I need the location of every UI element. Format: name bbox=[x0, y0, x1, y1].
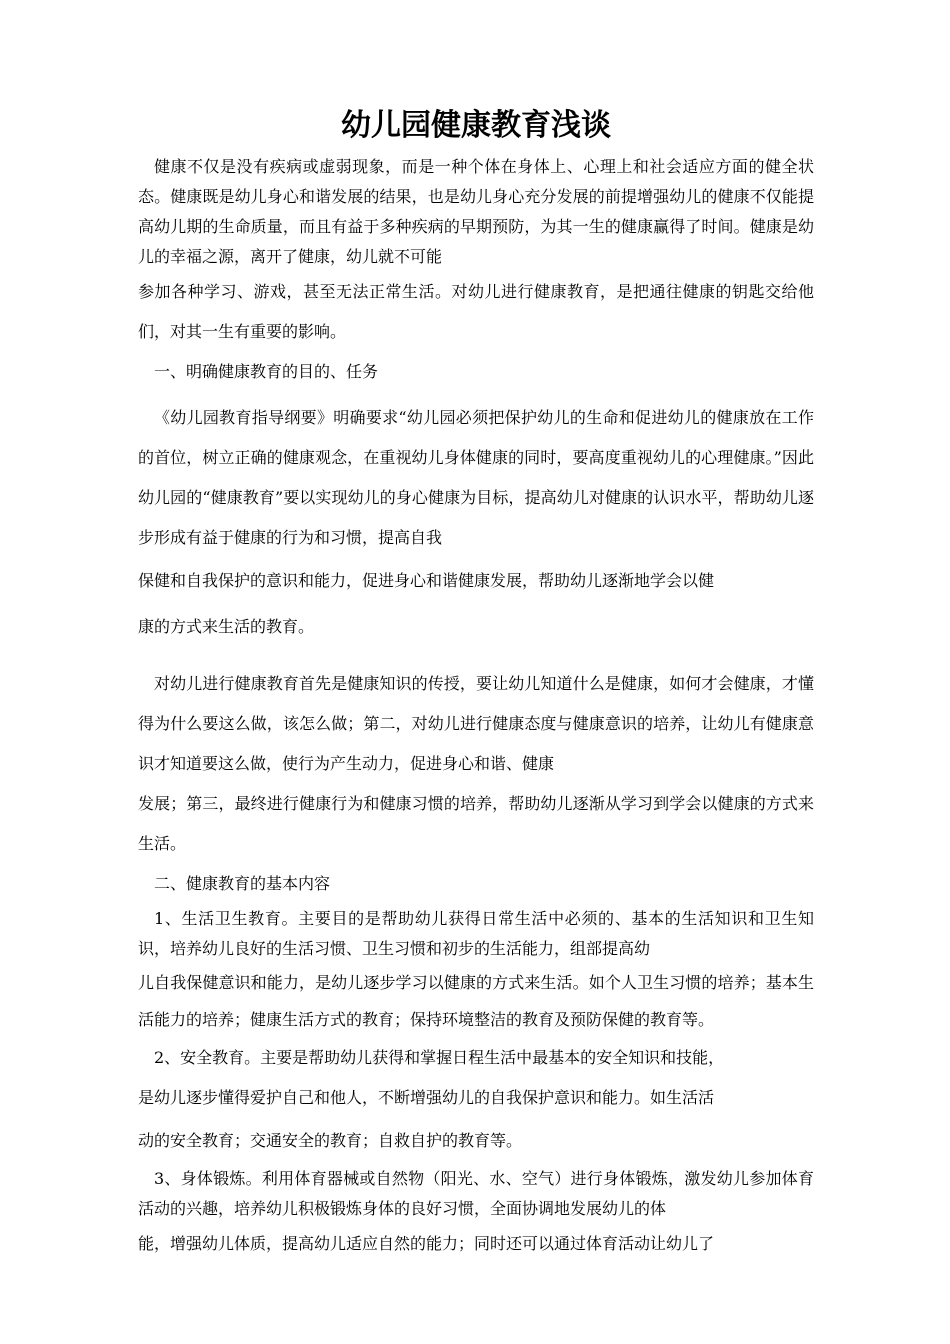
paragraph-safety-part1: 2、安全教育。主要是帮助幼儿获得和掌握日程生活中最基本的安全知识和技能， bbox=[154, 1048, 725, 1067]
paragraph-knowledge-part1: 对幼儿进行健康教育首先是健康知识的传授，要让幼儿知道什么是健康，如何才会健康，才懂得为什么要这么做，该怎么做；第二，对幼儿进行健康态度与健康意识的培养，让幼儿有健康意识才知道要这么做，使行为产生动力，促进身心和谐、健康 bbox=[138, 674, 814, 773]
paragraph-guideline-part2: 保健和自我保护的意识和能力，促进身心和谐健康发展，帮助幼儿逐渐地学会以健 bbox=[138, 571, 715, 590]
paragraph-hygiene-part1: 1、生活卫生教育。主要目的是帮助幼儿获得日常生活中必须的、基本的生活知识和卫生知识，培养幼儿良好的生活习惯、卫生习惯和初步的生活能力，组部提高幼 bbox=[138, 909, 814, 958]
paragraph-guideline-part3: 康的方式来生活的教育。 bbox=[138, 617, 315, 636]
document-page bbox=[138, 100, 814, 1264]
document-title: 幼儿园健康教育浅谈 bbox=[341, 108, 611, 143]
paragraph-guideline-part1: 《幼儿园教育指导纲要》明确要求“幼儿园必须把保护幼儿的生命和促进幼儿的健康放在工作的首位，树立正确的健康观念，在重视幼儿身体健康的同时，要高度重视幼儿的心理健康。”因此幼儿园的“健康教育”要以实现幼儿的身心健康为目标，提高幼儿对健康的认识水平，帮助幼儿逐步形成有益于健康的行为和习惯，提高自我 bbox=[138, 408, 814, 547]
paragraph-safety-part3: 动的安全教育；交通安全的教育；自救自护的教育等。 bbox=[138, 1131, 523, 1150]
section-heading-1: 一、明确健康教育的目的、任务 bbox=[154, 362, 379, 381]
paragraph-hygiene-part2: 儿自我保健意识和能力，是幼儿逐步学习以健康的方式来生活。如个人卫生习惯的培养；基本生活能力的培养；健康生活方式的教育；保持环境整洁的教育及预防保健的教育等。 bbox=[138, 973, 814, 1029]
paragraph-exercise-part1: 3、身体锻炼。利用体育器械或自然物（阳光、水、空气）进行身体锻炼，激发幼儿参加体育活动的兴趣，培养幼儿积极锻炼身体的良好习惯，全面协调地发展幼儿的体 bbox=[138, 1169, 814, 1218]
paragraph-intro-part2: 参加各种学习、游戏，甚至无法正常生活。对幼儿进行健康教育，是把通往健康的钥匙交给他们，对其一生有重要的影响。 bbox=[138, 282, 814, 341]
paragraph-intro-part1: 健康不仅是没有疾病或虚弱现象，而是一种个体在身体上、心理上和社会适应方面的健全状态。健康既是幼儿身心和谐发展的结果，也是幼儿身心充分发展的前提增强幼儿的健康不仅能提高幼儿期的生命质量，而且有益于多种疾病的早期预防，为其一生的健康赢得了时间。健康是幼儿的幸福之源，离开了健康，幼儿就不可能 bbox=[138, 157, 814, 266]
section-heading-2: 二、健康教育的基本内容 bbox=[154, 874, 331, 893]
paragraph-exercise-part2: 能，增强幼儿体质，提高幼儿适应自然的能力；同时还可以通过体育活动让幼儿了 bbox=[138, 1234, 715, 1253]
paragraph-knowledge-part2: 发展；第三，最终进行健康行为和健康习惯的培养，帮助幼儿逐渐从学习到学会以健康的方式来生活。 bbox=[138, 794, 814, 853]
paragraph-safety-part2: 是幼儿逐步懂得爱护自己和他人，不断增强幼儿的自我保护意识和能力。如生活活 bbox=[138, 1088, 715, 1107]
